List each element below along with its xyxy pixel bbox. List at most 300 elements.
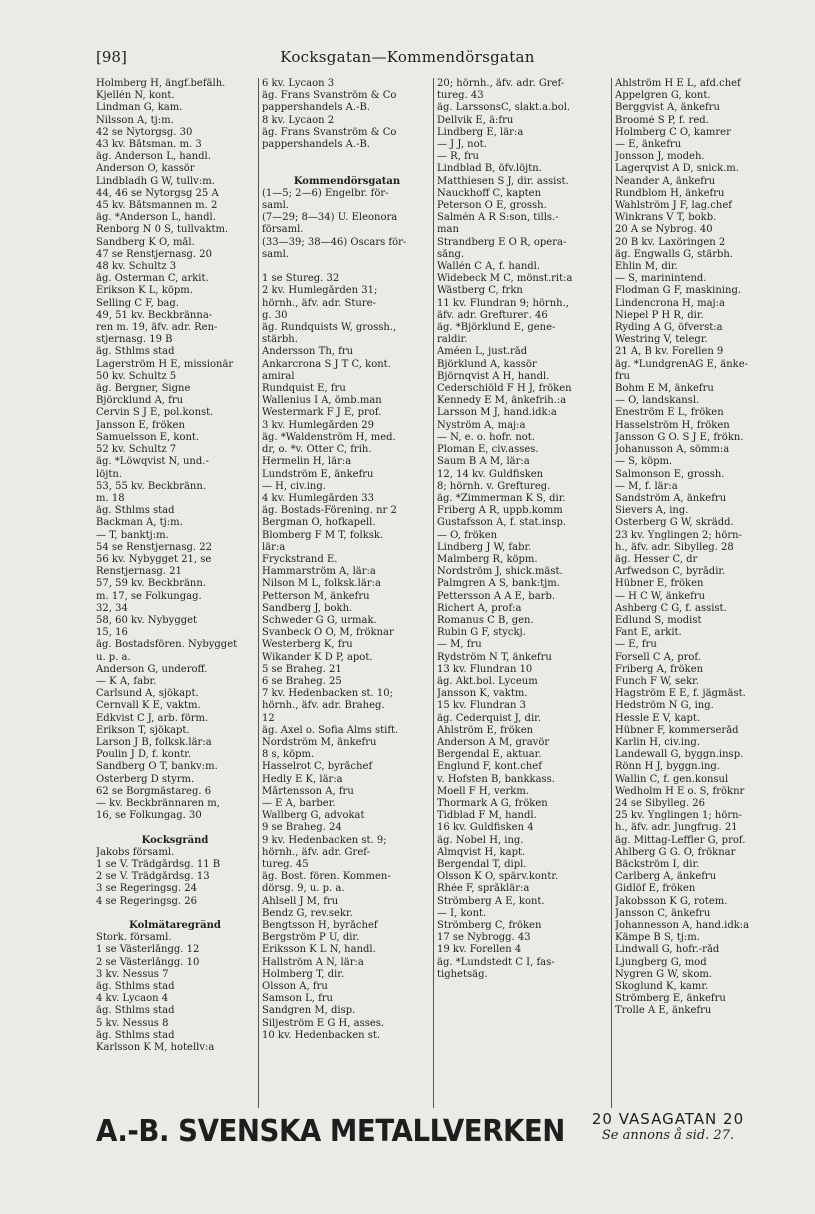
- directory-line: 50 kv. Schultz 5: [96, 370, 177, 382]
- directory-line: äg. Akt.bol. Lyceum: [437, 675, 538, 687]
- directory-line: Björklund A, kassör: [437, 358, 537, 370]
- directory-line: 53, 55 kv. Beckbränn.: [96, 480, 206, 492]
- directory-line: Ploman E, civ.asses.: [437, 444, 539, 456]
- directory-line: 43 kv. Båtsman. m. 3: [96, 139, 202, 151]
- directory-columns: [96, 78, 796, 1108]
- directory-line: — J J, not.: [437, 139, 487, 151]
- directory-line: — E, änkefru: [615, 139, 682, 151]
- directory-line: saml.: [262, 248, 289, 260]
- directory-line: 11 kv. Flundran 9; hörnh.,: [437, 297, 569, 309]
- directory-line: Winkrans V T, bokb.: [615, 212, 717, 224]
- directory-line: pappershandels A.-B.: [262, 102, 370, 114]
- directory-line: 4 kv. Humlegården 33: [262, 492, 374, 504]
- directory-line: Neander A, änkefru: [615, 175, 716, 187]
- directory-line: 9 se Braheg. 24: [262, 822, 342, 834]
- directory-line: — H, civ.ing.: [262, 480, 326, 492]
- directory-line: Hammarström A, lär:a: [262, 566, 376, 578]
- directory-line: 16, se Folkungag. 30: [96, 810, 202, 822]
- directory-line: Eriksson K L N, handl.: [262, 944, 376, 956]
- directory-line: (33—39; 38—46) Oscars för-: [262, 236, 407, 248]
- directory-line: Peterson O E, grossh.: [437, 200, 547, 212]
- directory-line: Hübner F, kommerseråd: [615, 724, 739, 736]
- directory-line: 49, 51 kv. Beckbränna-: [96, 309, 213, 321]
- directory-line: Hasselström H, fröken: [615, 419, 730, 431]
- column-3: [433, 78, 610, 1108]
- directory-line: 8; hörnh. v. Greftureg.: [437, 480, 551, 492]
- directory-line: Nordström J, shick.mäst.: [437, 566, 563, 578]
- directory-line: Lundström E, änkefru: [262, 468, 374, 480]
- directory-line: Strömberg E, änkefru: [615, 993, 726, 1005]
- directory-line: Thormark A G, fröken: [437, 797, 548, 809]
- directory-line: Carlsund A, sjökapt.: [96, 688, 199, 700]
- directory-line: tureg. 43: [437, 90, 484, 102]
- directory-line: Salmén A R S:son, tills.-: [437, 212, 559, 224]
- directory-line: Nordström M, änkefru: [262, 736, 377, 748]
- directory-line: 52 kv. Schultz 7: [96, 444, 177, 456]
- directory-line: 47 se Renstjernasg. 20: [96, 248, 212, 260]
- directory-line: 4 kv. Lycaon 4: [96, 993, 169, 1005]
- directory-line: tureg. 45: [262, 859, 309, 870]
- column-4: [611, 78, 800, 1108]
- directory-line: Almqvist H, kapt.: [437, 846, 526, 858]
- directory-line: Lindbladh G W, tullv:m.: [96, 175, 215, 187]
- directory-line: äg. Sthlms stad: [96, 505, 175, 517]
- directory-line: Rönn H J, byggn.ing.: [615, 761, 720, 773]
- directory-line: — S, marinintend.: [615, 273, 707, 285]
- directory-line: äg. Nobel H, ing.: [437, 834, 524, 846]
- directory-line: äg. Rundquists W, grossh.,: [262, 322, 397, 334]
- directory-line: Holmberg C O, kamrer: [615, 126, 731, 138]
- directory-line: Pettersson A A E, barb.: [437, 590, 556, 602]
- directory-line: Olsson A, fru: [262, 981, 328, 993]
- directory-line: Englund F, kont.chef: [437, 761, 542, 773]
- directory-line: Bergström P U, dir.: [262, 932, 360, 944]
- directory-line: ren m. 19, äfv. adr. Ren-: [96, 322, 218, 334]
- directory-line: Mårtensson A, fru: [262, 785, 354, 797]
- advertisement-details: [578, 1110, 758, 1143]
- directory-line: hörnh., äfv. adr. Gref-: [262, 846, 370, 858]
- directory-line: Bendz G, rev.sekr.: [262, 907, 353, 919]
- directory-line: 7 kv. Hedenbacken st. 10;: [262, 688, 393, 700]
- directory-line: Holmberg T, dir.: [262, 968, 345, 980]
- directory-line: Strandberg E O R, opera-: [437, 236, 567, 248]
- directory-line: Matthiesen S J, dir. assist.: [437, 175, 569, 187]
- directory-line: Cederschiöld F H J, fröken: [437, 383, 572, 395]
- directory-line: Lindwall G, hofr.-råd: [615, 944, 720, 956]
- advertisement-address: 20 VASAGATAN 20: [591, 1110, 745, 1128]
- directory-line: äg. Engwalls G, stärbh.: [615, 248, 733, 260]
- directory-line: äg. *LundgrenAG E, änke-: [615, 358, 748, 370]
- directory-line: Westermark F J E, prof.: [262, 407, 382, 419]
- directory-line: Backman A, tj:m.: [96, 517, 183, 529]
- running-title: Kocksgatan—Kommendörsgatan: [280, 48, 535, 66]
- directory-line: äg. *Waldenström H, med.: [262, 431, 396, 443]
- directory-line: Jansson C, änkefru: [615, 907, 711, 919]
- directory-line: äg. *Lundstedt C I, fas-: [437, 956, 555, 968]
- directory-line: Edlund S, modist: [615, 614, 702, 626]
- directory-line: Lindberg J W, fabr.: [437, 541, 532, 553]
- directory-line: Selling C F, bag.: [96, 297, 179, 309]
- directory-line: Holmberg H, ängf.befälh.: [96, 78, 226, 89]
- directory-line: Dellvik E, ä:fru: [437, 114, 514, 126]
- directory-line: — M, f. lär:a: [615, 480, 678, 492]
- directory-line: Ashberg C G, f. assist.: [615, 602, 727, 614]
- directory-line: stärbh.: [262, 334, 298, 346]
- directory-line: — E A, barber.: [262, 797, 336, 809]
- directory-line: Anderson O, kassör: [96, 163, 195, 175]
- directory-line: h., äfv. adr. Sibylleg. 28: [615, 541, 734, 553]
- directory-line: Nygren G W, skom.: [615, 968, 713, 980]
- directory-line: Forsell C A, prof.: [615, 651, 701, 663]
- directory-line: äg. Bost. fören. Kommen-: [262, 871, 391, 883]
- directory-line: g. 30: [262, 309, 288, 321]
- directory-line: äg. *Anderson L, handl.: [96, 212, 216, 224]
- directory-line: [96, 908, 254, 920]
- directory-line: Wästberg C, frkn: [437, 285, 523, 297]
- directory-line: äg. Sthlms stad: [96, 346, 175, 358]
- directory-line: Sandberg O T, bankv:m.: [96, 761, 218, 773]
- directory-line: Österberg G W, skrädd.: [615, 517, 734, 529]
- directory-line: Kjellén N, kont.: [96, 90, 175, 102]
- directory-line: Svanbeck O O, M, fröknar: [262, 627, 394, 639]
- directory-line: 57, 59 kv. Beckbränn.: [96, 578, 206, 590]
- directory-line: församl.: [262, 224, 304, 236]
- directory-line: [262, 261, 432, 273]
- directory-line: 42 se Nytorgsg. 30: [96, 126, 193, 138]
- directory-line: Ehlin M, dir.: [615, 261, 678, 273]
- directory-line: Jonsson J, modeh.: [615, 151, 705, 163]
- directory-line: 12: [262, 712, 275, 724]
- directory-line: 2 kv. Humlegården 31;: [262, 285, 378, 297]
- directory-line: Palmgren A S, bank:tjm.: [437, 578, 560, 590]
- directory-line: 12, 14 kv. Guldfisken: [437, 468, 544, 480]
- directory-line: Wahlström J F, lag.chef: [615, 200, 732, 212]
- directory-line: lär:a: [262, 541, 286, 553]
- directory-line: Andersson Th, fru: [262, 346, 354, 358]
- directory-line: Hallström A N, lär:a: [262, 956, 364, 968]
- directory-line: Johannesson A, hand.idk:a: [615, 920, 750, 932]
- directory-line: Olsson K O, spärv.kontr.: [437, 871, 559, 883]
- directory-line: Jakobs församl.: [96, 846, 175, 858]
- directory-line: Saum B A M, lär:a: [437, 456, 530, 468]
- directory-line: Trolle A E, änkefru: [615, 1005, 712, 1017]
- directory-line: Romanus C B, gen.: [437, 614, 534, 626]
- directory-line: tighetsäg.: [437, 968, 488, 980]
- directory-line: — S, köpm.: [615, 456, 673, 468]
- directory-line: 32, 34: [96, 602, 128, 614]
- directory-line: äg. Frans Svanström & Co: [262, 126, 397, 138]
- directory-line: u. p. a.: [96, 651, 131, 663]
- directory-line: äg. *Björklund E, gene-: [437, 322, 556, 334]
- directory-line: — O, fröken: [437, 529, 498, 541]
- directory-line: Ahlberg G G. O, fröknar: [615, 846, 736, 858]
- directory-line: Johanusson A, sömm:a: [615, 444, 730, 456]
- directory-line: 23 kv. Ynglingen 2; hörn-: [615, 529, 742, 541]
- directory-line: Larson J B, folksk.lär:a: [96, 736, 212, 748]
- directory-line: Appelgren G, kont.: [615, 90, 711, 102]
- directory-line: Ryding A G, öfverst:a: [615, 322, 723, 334]
- directory-line: Österberg D styrm.: [96, 773, 195, 785]
- directory-line: 15, 16: [96, 627, 128, 639]
- directory-line: Carlberg A, änkefru: [615, 871, 717, 883]
- directory-line: Ljungberg G, mod: [615, 956, 707, 968]
- directory-line: Rydström N T, änkefru: [437, 651, 552, 663]
- directory-line: Bengtsson H, byråchef: [262, 920, 378, 932]
- directory-line: Eneström E L, fröken: [615, 407, 724, 419]
- directory-line: Larsson M J, hand.idk:a: [437, 407, 557, 419]
- directory-line: Westerberg K, fru: [262, 639, 353, 651]
- directory-line: (1—5; 2—6) Engelbr. för-: [262, 187, 389, 199]
- directory-line: äg. Frans Svanström & Co: [262, 90, 397, 102]
- directory-line: äg. Bostadsfören. Nybygget: [96, 639, 238, 651]
- directory-line: Erikson K L, köpm.: [96, 285, 193, 297]
- directory-line: äg. Bergner, Signe: [96, 383, 191, 395]
- directory-line: Niepel P H R, dir.: [615, 309, 704, 321]
- directory-line: hörnh., äfv. adr. Braheg.: [262, 700, 385, 712]
- directory-line: Kocksgränd: [141, 834, 209, 846]
- directory-line: — K A, fabr.: [96, 675, 157, 687]
- directory-line: Hedly E K, lär:a: [262, 773, 343, 785]
- directory-line: Wallenius I A, ömb.man: [262, 395, 382, 407]
- directory-line: Nauckhoff C, kapten: [437, 187, 542, 199]
- directory-line: äg. Sthlms stad: [96, 981, 175, 993]
- directory-line: (7—29; 8—34) U. Eleonora: [262, 212, 398, 224]
- directory-line: 8 kv. Lycaon 2: [262, 114, 335, 126]
- directory-line: Moell F H, verkm.: [437, 785, 530, 797]
- directory-line: äg. Sthlms stad: [96, 1029, 175, 1041]
- directory-line: Bergendal T, dipl.: [437, 859, 527, 870]
- directory-line: 9 kv. Hedenbacken st. 9;: [262, 834, 387, 846]
- directory-line: 20; hörnh., äfv. adr. Gref-: [437, 78, 565, 89]
- directory-line: Fant E, arkit.: [615, 627, 682, 639]
- directory-line: m. 18: [96, 492, 125, 504]
- directory-line: Siljeström E G H, asses.: [262, 1017, 385, 1029]
- directory-line: Poulin J D, f. kontr.: [96, 749, 192, 761]
- directory-line: Jansson K, vaktm.: [437, 688, 528, 700]
- directory-line: 3 kv. Nessus 7: [96, 968, 169, 980]
- directory-line: dr, o. *v. Otter C, frih.: [262, 444, 372, 456]
- directory-line: [96, 822, 254, 834]
- directory-line: Rhée F, språklär:a: [437, 883, 530, 895]
- directory-line: äg. Österman C, arkit.: [96, 273, 209, 285]
- directory-line: Funch F W, sekr.: [615, 675, 700, 687]
- directory-line: Hübner E, fröken: [615, 578, 704, 590]
- directory-line: Wedholm H E o. S, fröknr: [615, 785, 745, 797]
- directory-line: Ahlsell J M, fru: [262, 895, 339, 907]
- directory-line: pappershandels A.-B.: [262, 139, 370, 151]
- directory-line: Hessle E V, kapt.: [615, 712, 701, 724]
- advertisement-company-name: A.-B. SVENSKA METALLVERKEN: [96, 1113, 565, 1149]
- directory-line: äg. Hesser C, dr: [615, 553, 698, 565]
- advertisement-banner: [96, 1110, 745, 1152]
- directory-line: Wallberg G, advokat: [262, 810, 365, 822]
- directory-line: äg. Sthlms stad: [96, 1005, 175, 1017]
- directory-line: Arfwedson C, byrådir.: [615, 566, 726, 578]
- directory-line: Jakobsson K G, rotem.: [615, 895, 728, 907]
- directory-line: äg. *Löwqvist N, und.-: [96, 456, 209, 468]
- directory-line: — I, kont.: [437, 907, 487, 919]
- directory-line: Flodman G F, maskining.: [615, 285, 742, 297]
- directory-line: 58, 60 kv. Nybygget: [96, 614, 198, 626]
- directory-line: Bäckström I, dir.: [615, 859, 700, 870]
- directory-line: — T, banktj:m.: [96, 529, 169, 541]
- directory-line: Sievers A, ing.: [615, 505, 689, 517]
- directory-line: Nilson M L, folksk.lär:a: [262, 578, 381, 590]
- directory-line: Strömberg A E, kont.: [437, 895, 545, 907]
- directory-line: v. Hofsten B, bankkass.: [437, 773, 555, 785]
- directory-line: amiral: [262, 370, 295, 382]
- directory-line: 3 se Regeringsg. 24: [96, 883, 197, 895]
- directory-line: Hermelin H, lär:a: [262, 456, 352, 468]
- directory-line: Renborg N 0 S, tullvaktm.: [96, 224, 229, 236]
- directory-line: Karlin H, civ.ing.: [615, 736, 700, 748]
- directory-line: Ahlström H E L, afd.chef: [615, 78, 741, 89]
- directory-line: Améen L, just.råd: [437, 346, 528, 358]
- directory-line: [262, 151, 432, 163]
- directory-line: — M, fru: [437, 639, 482, 651]
- directory-line: Anderson A M, gravör: [437, 736, 550, 748]
- directory-line: Gidlöf E, fröken: [615, 883, 696, 895]
- directory-line: Bergman O, hofkapell.: [262, 517, 376, 529]
- directory-line: 62 se Borgmästareg. 6: [96, 785, 212, 797]
- directory-line: Anderson G, underoff.: [96, 663, 208, 675]
- directory-line: dörsg. 9, u. p. a.: [262, 883, 345, 895]
- directory-line: Lindencrona H, maj:a: [615, 297, 725, 309]
- directory-line: Edkvist C J, arb. förm.: [96, 712, 209, 724]
- directory-line: — E, fru: [615, 639, 657, 651]
- directory-line: h., äfv. adr. Jungfrug. 21: [615, 822, 738, 834]
- directory-line: Wikander K D P, apot.: [262, 651, 373, 663]
- directory-line: — O, landskansl.: [615, 395, 700, 407]
- directory-line: 5 kv. Nessus 8: [96, 1017, 169, 1029]
- directory-line: 1 se Stureg. 32: [262, 273, 340, 285]
- directory-line: stjernasg. 19 B: [96, 334, 173, 346]
- directory-line: fru: [615, 370, 630, 382]
- directory-line: äg. Axel o. Sofia Alms stift.: [262, 724, 399, 736]
- directory-line: 2 se Västerlångg. 10: [96, 956, 200, 968]
- directory-line: Nyström A, maj:a: [437, 419, 526, 431]
- directory-line: Kämpe B S, tj:m.: [615, 932, 700, 944]
- directory-line: 5 se Braheg. 21: [262, 663, 342, 675]
- column-2: [258, 78, 432, 1108]
- directory-line: Wallin C, f. gen.konsul: [615, 773, 729, 785]
- directory-line: äg. Mittag-Leffler G, prof.: [615, 834, 746, 846]
- directory-line: 6 kv. Lycaon 3: [262, 78, 335, 89]
- directory-line: Jansson G O. S J E, frökn.: [615, 431, 744, 443]
- directory-line: Salmonson E, grossh.: [615, 468, 725, 480]
- directory-line: 1 se Västerlångg. 12: [96, 944, 200, 956]
- directory-line: Karlsson K M, hotellv:a: [96, 1042, 215, 1054]
- directory-line: Ankarcrona S J T C, kont.: [262, 358, 391, 370]
- directory-line: Friberg A, fröken: [615, 663, 704, 675]
- directory-line: raldir.: [437, 334, 468, 346]
- directory-line: 25 kv. Ynglingen 1; hörn-: [615, 810, 742, 822]
- directory-line: Sandberg J, bokh.: [262, 602, 353, 614]
- column-1: [96, 78, 254, 1108]
- directory-line: äg. Bostads-Förening. nr 2: [262, 505, 397, 517]
- directory-line: löjtn.: [96, 468, 122, 480]
- directory-line: 48 kv. Schultz 3: [96, 261, 177, 273]
- advertisement-reference: Se annons å sid. 27.: [601, 1128, 735, 1143]
- directory-line: Petterson M, änkefru: [262, 590, 370, 602]
- directory-line: 20 B kv. Laxöringen 2: [615, 236, 726, 248]
- directory-line: Gustafsson A, f. stat.insp.: [437, 517, 567, 529]
- directory-line: Lindberg E, lär:a: [437, 126, 524, 138]
- directory-line: Landewall G, byggn.insp.: [615, 749, 744, 761]
- directory-line: Nilsson A, tj:m.: [96, 114, 174, 126]
- directory-line: — H C W, änkefru: [615, 590, 706, 602]
- directory-line: 44, 46 se Nytorgsg 25 A: [96, 187, 219, 199]
- directory-line: 20 A se Nybrog. 40: [615, 224, 713, 236]
- directory-line: m. 17, se Folkungag.: [96, 590, 202, 602]
- directory-line: 19 kv. Forellen 4: [437, 944, 522, 956]
- directory-line: Richert A, prof:a: [437, 602, 522, 614]
- directory-line: 54 se Renstjernasg. 22: [96, 541, 212, 553]
- directory-line: Friberg A R, uppb.komm: [437, 505, 563, 517]
- directory-line: — R, fru: [437, 151, 479, 163]
- directory-line: hörnh., äfv. adr. Sture-: [262, 297, 376, 309]
- directory-line: äg. Cederquist J, dir.: [437, 712, 541, 724]
- directory-line: 6 se Braheg. 25: [262, 675, 342, 687]
- directory-line: Lagerström H E, missionär: [96, 358, 234, 370]
- directory-line: Sandström A, änkefru: [615, 492, 727, 504]
- directory-line: [262, 163, 432, 175]
- directory-line: 8 s, köpm.: [262, 749, 315, 761]
- directory-line: äg. Anderson L, handl.: [96, 151, 211, 163]
- directory-line: 45 kv. Båtsmannen m. 2: [96, 200, 218, 212]
- directory-line: Broomé S P, f. red.: [615, 114, 709, 126]
- directory-line: 21 A, B kv. Forellen 9: [615, 346, 724, 358]
- directory-line: Schweder G G, urmak.: [262, 614, 377, 626]
- directory-line: Bohm E M, änkefru: [615, 383, 714, 395]
- directory-line: 17 se Nybrogg. 43: [437, 932, 531, 944]
- directory-line: Lagerqvist A D, snick.m.: [615, 163, 739, 175]
- directory-line: Lindman G, kam.: [96, 102, 183, 114]
- directory-line: Hasselrot C, byråchef: [262, 761, 373, 773]
- directory-line: Erikson T, sjökapt.: [96, 724, 190, 736]
- directory-line: äg. *Zimmerman K S, dir.: [437, 492, 566, 504]
- directory-line: 10 kv. Hedenbacken st.: [262, 1029, 381, 1041]
- directory-line: 56 kv. Nybygget 21, se: [96, 553, 212, 565]
- directory-line: 3 kv. Humlegården 29: [262, 419, 374, 431]
- directory-line: Björnqvist A H, handl.: [437, 370, 550, 382]
- directory-line: Strömberg C, fröken: [437, 920, 542, 932]
- directory-line: Skoglund K, kamr.: [615, 981, 709, 993]
- directory-line: — N, e. o. hofr. not.: [437, 431, 535, 443]
- directory-line: 15 kv. Flundran 3: [437, 700, 526, 712]
- directory-line: Rundquist E, fru: [262, 383, 346, 395]
- directory-line: Rubin G F, styckj.: [437, 627, 526, 639]
- directory-line: Kennedy E M, änkefrih.:a: [437, 395, 567, 407]
- directory-line: Tidblad F M, handl.: [437, 810, 537, 822]
- directory-line: Stork. församl.: [96, 932, 172, 944]
- directory-line: saml.: [262, 200, 289, 212]
- directory-line: Samuelsson E, kont.: [96, 431, 200, 443]
- directory-line: Kommendörsgatan: [293, 175, 401, 187]
- directory-line: Blomberg F M T, folksk.: [262, 529, 384, 541]
- directory-line: Hagström E E, f. jägmäst.: [615, 688, 746, 700]
- directory-line: Lindblad B, öfv.löjtn.: [437, 163, 542, 175]
- directory-line: Berggvist A, änkefru: [615, 102, 720, 114]
- directory-line: — kv. Beckbrännaren m,: [96, 797, 220, 809]
- directory-line: Wallén C A, f. handl.: [437, 261, 541, 273]
- directory-line: Sandgren M, disp.: [262, 1005, 356, 1017]
- page-number: [98]: [96, 48, 127, 66]
- directory-line: 13 kv. Flundran 10: [437, 663, 533, 675]
- directory-line: 2 se V. Trädgårdsg. 13: [96, 871, 210, 883]
- directory-line: Jansson E, fröken: [96, 419, 185, 431]
- directory-line: äfv. adr. Grefturег. 46: [437, 309, 548, 321]
